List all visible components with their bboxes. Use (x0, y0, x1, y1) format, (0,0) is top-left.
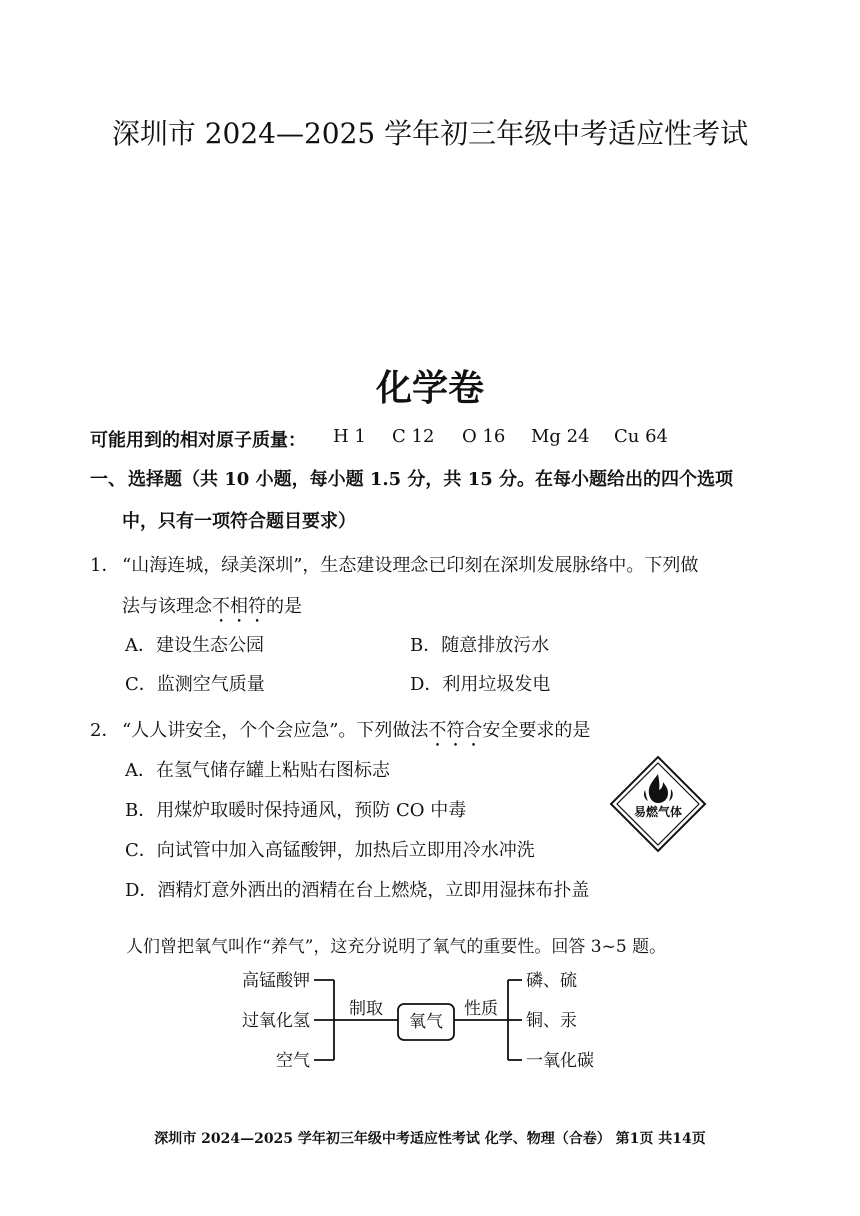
q1-stem-line1: “山海连城，绿美深圳”，生态建设理念已印刻在深圳发展脉络中。下列做 (122, 555, 699, 576)
page-footer: 深圳市 2024—2025 学年初三年级中考适应性考试 化学、物理（合卷） 第1页 共14页 (154, 1131, 706, 1147)
property-label: 性质 (464, 999, 498, 1019)
q1-option-b: B．随意排放污水 (410, 635, 550, 656)
make-label: 制取 (349, 999, 383, 1019)
passage-text: 人们曾把氧气叫作“养气”，这充分说明了氧气的重要性。回答 3~5 题。 (126, 937, 667, 957)
q2-option-d: D．酒精灯意外洒出的酒精在台上燃烧，立即用湿抹布扑盖 (125, 880, 590, 901)
atomic-mass-c: C 12 (392, 426, 435, 447)
reactant-cu-hg: 铜、汞 (526, 1011, 577, 1031)
q1-option-c: C．监测空气质量 (125, 674, 265, 695)
source-kmno4: 高锰酸钾 (242, 971, 310, 991)
subject-title: 化学卷 (375, 367, 484, 409)
flammable-gas-sign (608, 754, 708, 854)
q1-emphasis: 不相符 (212, 596, 266, 617)
q2-emphasis: 不符合 (428, 720, 483, 741)
reactant-co: 一氧化碳 (526, 1051, 594, 1071)
atomic-mass-h: H 1 (333, 426, 366, 447)
reactant-p-s: 磷、硫 (526, 971, 577, 991)
exam-title: 深圳市 2024—2025 学年初三年级中考适应性考试 (111, 117, 749, 150)
q2-option-b: B．用煤炉取暖时保持通风，预防 CO 中毒 (125, 800, 467, 821)
oxygen-diagram (200, 962, 640, 1080)
flame-icon (649, 774, 668, 803)
atomic-mass-o: O 16 (462, 426, 506, 447)
q2-number: 2． (90, 720, 120, 741)
section-marker: 一、 (90, 469, 126, 490)
atomic-mass-mg: Mg 24 (531, 426, 590, 447)
atomic-mass-row (90, 426, 306, 452)
q1-number: 1． (90, 555, 120, 576)
q2-option-c: C．向试管中加入高锰酸钾，加热后立即用冷水冲洗 (125, 840, 535, 861)
atomic-mass-label: 可能用到的相对原子质量： (90, 430, 306, 451)
atomic-mass-cu: Cu 64 (614, 426, 668, 447)
source-air: 空气 (276, 1051, 310, 1071)
q2-stem: “人人讲安全，个个会应急”。下列做法不符合安全要求的是 (122, 720, 591, 741)
q1-stem-line2: 法与该理念不相符的是 (122, 596, 302, 617)
hazard-label: 易燃气体 (633, 805, 683, 819)
source-h2o2: 过氧化氢 (242, 1011, 310, 1031)
section-heading-line2: 中，只有一项符合题目要求） (122, 511, 356, 532)
section-heading-line1: 选择题（共 10 小题，每小题 1.5 分，共 15 分。在每小题给出的四个选项 (128, 469, 734, 490)
oxygen-label: 氧气 (409, 1012, 443, 1032)
q2-option-a: A．在氢气储存罐上粘贴右图标志 (125, 760, 390, 781)
q1-option-d: D．利用垃圾发电 (410, 674, 551, 695)
q1-option-a: A．建设生态公园 (125, 635, 264, 656)
